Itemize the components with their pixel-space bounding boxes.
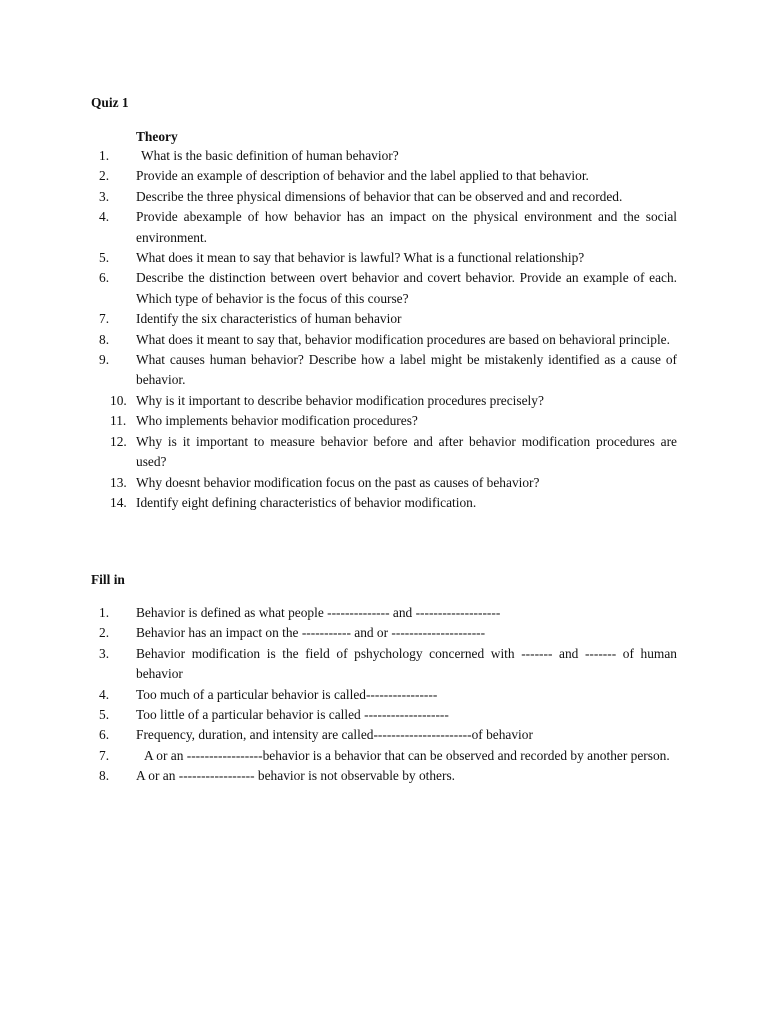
theory-question [0,432,677,473]
fill-in-question [0,725,677,745]
question-number: 7. [99,311,110,327]
question-number: 8. [99,331,110,347]
question-number: 4. [99,209,110,225]
theory-question [0,146,677,166]
question-text: Why is it important to measure behavior before and after behavior modification procedures are used? [136,433,677,470]
question-text: Behavior is defined as what people -------------- and ------------------- [136,605,501,620]
fill-in-question-list [0,603,768,787]
question-text: Too much of a particular behavior is called---------------- [136,686,438,702]
theory-question [0,207,677,248]
question-text: Behavior has an impact on the ----------- and or --------------------- [136,625,486,641]
question-number: 8. [99,768,110,784]
theory-question [0,391,677,411]
question-number: 12. [110,433,127,449]
question-text: A or an ----------------- behavior is not observable by others. [136,768,456,784]
question-text: What is the basic definition of human behavior? [141,148,399,163]
theory-question [0,187,677,207]
question-number: 2. [99,168,110,184]
question-text: Who implements behavior modification procedures? [136,413,418,429]
theory-question [0,248,677,268]
fill-in-question [0,644,677,685]
theory-question [0,309,677,329]
theory-question [0,493,677,513]
theory-question [0,473,677,493]
theory-question [0,330,677,350]
fill-in-question [0,766,677,786]
fill-in-heading: Fill in [91,572,125,587]
theory-question [0,166,677,186]
theory-question [0,268,677,309]
fill-in-question [0,705,677,725]
question-number: 13. [110,474,127,490]
question-text: Identify eight defining characteristics of behavior modification. [136,494,477,510]
question-text: Why is it important to describe behavior modification procedures precisely? [136,392,544,408]
question-text: A or an -----------------behavior is a behavior that can be observed and recorded by another person. [144,747,670,763]
question-number: 1. [99,605,110,620]
question-text: Frequency, duration, and intensity are called----------------------of behavior [136,727,533,743]
question-number: 14. [110,494,127,510]
fill-in-question [0,623,677,643]
question-text: What causes human behavior? Describe how a label might be mistakenly identified as a cause of behavior. [136,352,677,388]
question-number: 7. [99,747,110,763]
question-number: 10. [110,392,127,408]
question-text: Describe the distinction between overt behavior and covert behavior. Provide an example of each. Which type of behavior is the focus of this course? [136,270,677,306]
question-text: Describe the three physical dimensions of behavior that can be observed and and recorded. [136,188,623,204]
theory-question-list [0,146,768,513]
theory-heading: Theory [136,129,178,144]
question-text: What does it mean to say that behavior is lawful? What is a functional relationship? [136,250,585,266]
question-number: 2. [99,625,110,641]
question-text: Identify the six characteristics of human behavior [136,311,402,327]
fill-in-question [0,685,677,705]
quiz-title: Quiz 1 [91,95,129,110]
question-text: What does it meant to say that, behavior modification procedures are based on behavioral principle. [136,331,670,347]
question-text: Too little of a particular behavior is called ------------------- [136,707,449,723]
fill-in-question [0,603,677,623]
theory-question [0,411,677,431]
question-text: Behavior modification is the field of pshychology concerned with ------- and ------- of human behavior [136,645,677,682]
question-number: 4. [99,686,110,702]
question-number: 11. [110,413,127,429]
question-number: 3. [99,645,110,661]
question-text: Why doesnt behavior modification focus on the past as causes of behavior? [136,474,540,490]
question-number: 5. [99,250,110,266]
question-text: Provide an example of description of behavior and the label applied to that behavior. [136,168,589,184]
question-text: Provide abexample of how behavior has an impact on the physical environment and the social environment. [136,209,677,245]
question-number: 1. [99,148,110,163]
fill-in-question [0,746,677,766]
theory-question [0,350,677,391]
question-number: 3. [99,188,110,204]
question-number: 6. [99,727,110,743]
question-number: 5. [99,707,110,723]
question-number: 6. [99,270,110,286]
question-number: 9. [99,352,110,368]
